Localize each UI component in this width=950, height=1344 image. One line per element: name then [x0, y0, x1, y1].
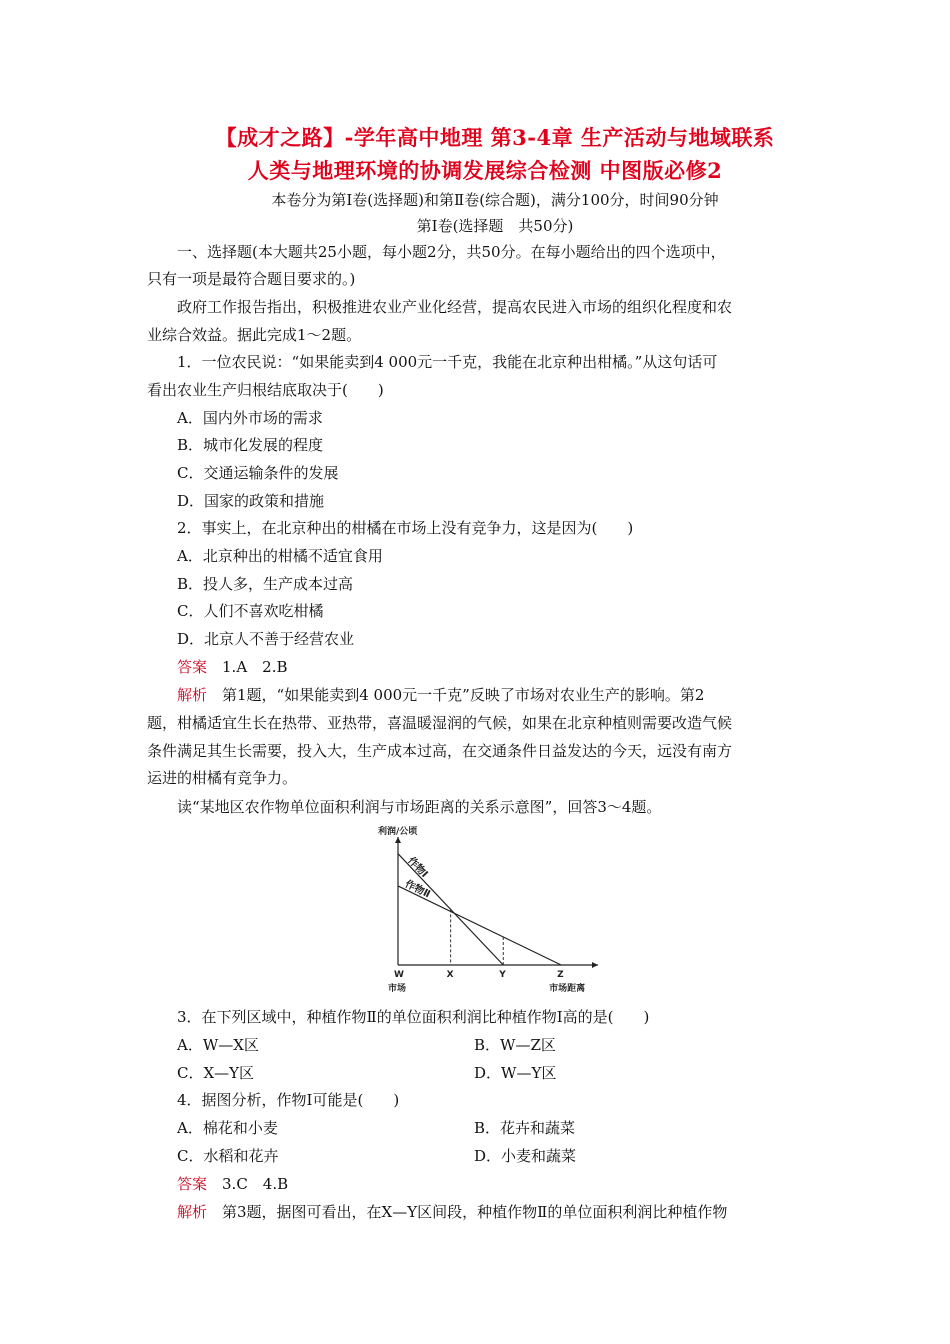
question-4-option-d: D．小麦和蔬菜: [474, 1147, 577, 1165]
question-2-line-1: 2．事实上，在北京种出的柑橘在市场上没有竞争力，这是因为( ): [177, 519, 634, 537]
question-1-line-1: 1．一位农民说：“如果能卖到4 000元一千克，我能在北京种出柑橘。”从这句话可: [177, 353, 718, 371]
question-1-option-b: B．城市化发展的程度: [177, 436, 324, 454]
question-1-option-c: C．交通运输条件的发展: [177, 464, 339, 482]
answer-label: 答案: [177, 1175, 208, 1193]
series-label-2: 作物Ⅱ: [403, 878, 432, 901]
x-tick-label-w: W: [394, 970, 404, 980]
question-1-option-d: D．国家的政策和措施: [177, 492, 325, 510]
answer-text: 1.A 2.B: [207, 658, 288, 676]
analysis-label: 解析: [177, 686, 208, 704]
x-tick-label-x: X: [446, 970, 454, 980]
x-tick-label-y: Y: [499, 970, 506, 980]
x-axis-label: 市场距离: [549, 984, 586, 994]
question-3-option-b: B．W—Z区: [474, 1036, 556, 1054]
title-line-2: 人类与地理环境的协调发展综合检测 中图版必修2: [247, 158, 723, 183]
answer-label: 答案: [177, 658, 208, 676]
title-line-1: 【成才之路】-学年高中地理 第3-4章 生产活动与地域联系: [215, 125, 775, 150]
answer-2: [177, 1174, 288, 1194]
read-prompt: 读“某地区农作物单位面积利润与市场距离的关系示意图”，回答3～4题。: [177, 798, 662, 816]
question-3-option-d: D．W—Y区: [474, 1064, 557, 1082]
analysis-1-line-1: [177, 685, 704, 705]
passage-line-1: 政府工作报告指出，积极推进农业产业化经营，提高农民进入市场的组织化程度和农: [177, 298, 733, 316]
question-4-line-1: 4．据图分析，作物Ⅰ可能是( ): [177, 1091, 400, 1109]
question-4-option-b: B．花卉和蔬菜: [474, 1119, 576, 1137]
question-1-option-a: A．国内外市场的需求: [177, 409, 323, 427]
origin-label: 市场: [388, 984, 407, 994]
profit-distance-chart: [370, 825, 610, 1000]
question-4-option-c: C．水稻和花卉: [177, 1147, 279, 1165]
question-1-line-2: 看出农业生产归根结底取决于( ): [147, 381, 384, 399]
analysis-1-line-2: 题，柑橘适宜生长在热带、亚热带，喜温暖湿润的气候，如果在北京种植则需要改造气候: [147, 714, 733, 732]
instructions-line-1: 一、选择题(本大题共25小题，每小题2分，共50分。在每小题给出的四个选项中，: [177, 243, 726, 261]
series-label-1: 作物Ⅰ: [405, 855, 430, 881]
y-axis-arrow: [395, 837, 401, 843]
answer-1: [177, 657, 288, 677]
x-tick-label-z: Z: [557, 970, 564, 980]
question-2-option-a: A．北京种出的柑橘不适宜食用: [177, 547, 383, 565]
analysis-1-line-3: 条件满足其生长需要，投入大，生产成本过高，在交通条件日益发达的今天，远没有南方: [147, 742, 733, 760]
analysis-text: 第1题，“如果能卖到4 000元一千克”反映了市场对农业生产的影响。第2: [207, 686, 705, 704]
answer-text: 3.C 4.B: [207, 1175, 289, 1193]
question-3-line-1: 3．在下列区域中，种植作物Ⅱ的单位面积利润比种植作物Ⅰ高的是( ): [177, 1008, 650, 1026]
section-heading: 第Ⅰ卷(选择题 共50分): [416, 217, 574, 235]
analysis-1-line-4: 运进的柑橘有竞争力。: [147, 769, 298, 787]
question-3-option-a: A．W—X区: [177, 1036, 259, 1054]
analysis-text: 第3题，据图可看出，在X—Y区间段，种植作物Ⅱ的单位面积利润比种植作物: [207, 1203, 728, 1221]
intro-text: 本卷分为第Ⅰ卷(选择题)和第Ⅱ卷(综合题)，满分100分，时间90分钟: [271, 191, 719, 209]
instructions-line-2: 只有一项是最符合题目要求的。): [147, 270, 356, 288]
question-3-option-c: C．X—Y区: [177, 1064, 255, 1082]
question-2-option-c: C．人们不喜欢吃柑橘: [177, 602, 324, 620]
question-4-option-a: A．棉花和小麦: [177, 1119, 278, 1137]
question-2-option-d: D．北京人不善于经营农业: [177, 630, 355, 648]
analysis-label: 解析: [177, 1203, 208, 1221]
passage-line-2: 业综合效益。据此完成1～2题。: [147, 326, 362, 344]
x-axis-arrow: [592, 962, 598, 968]
y-axis-label: 利润/公顷: [378, 827, 418, 837]
analysis-2-line-1: [177, 1202, 727, 1222]
question-2-option-b: B．投人多，生产成本过高: [177, 575, 354, 593]
